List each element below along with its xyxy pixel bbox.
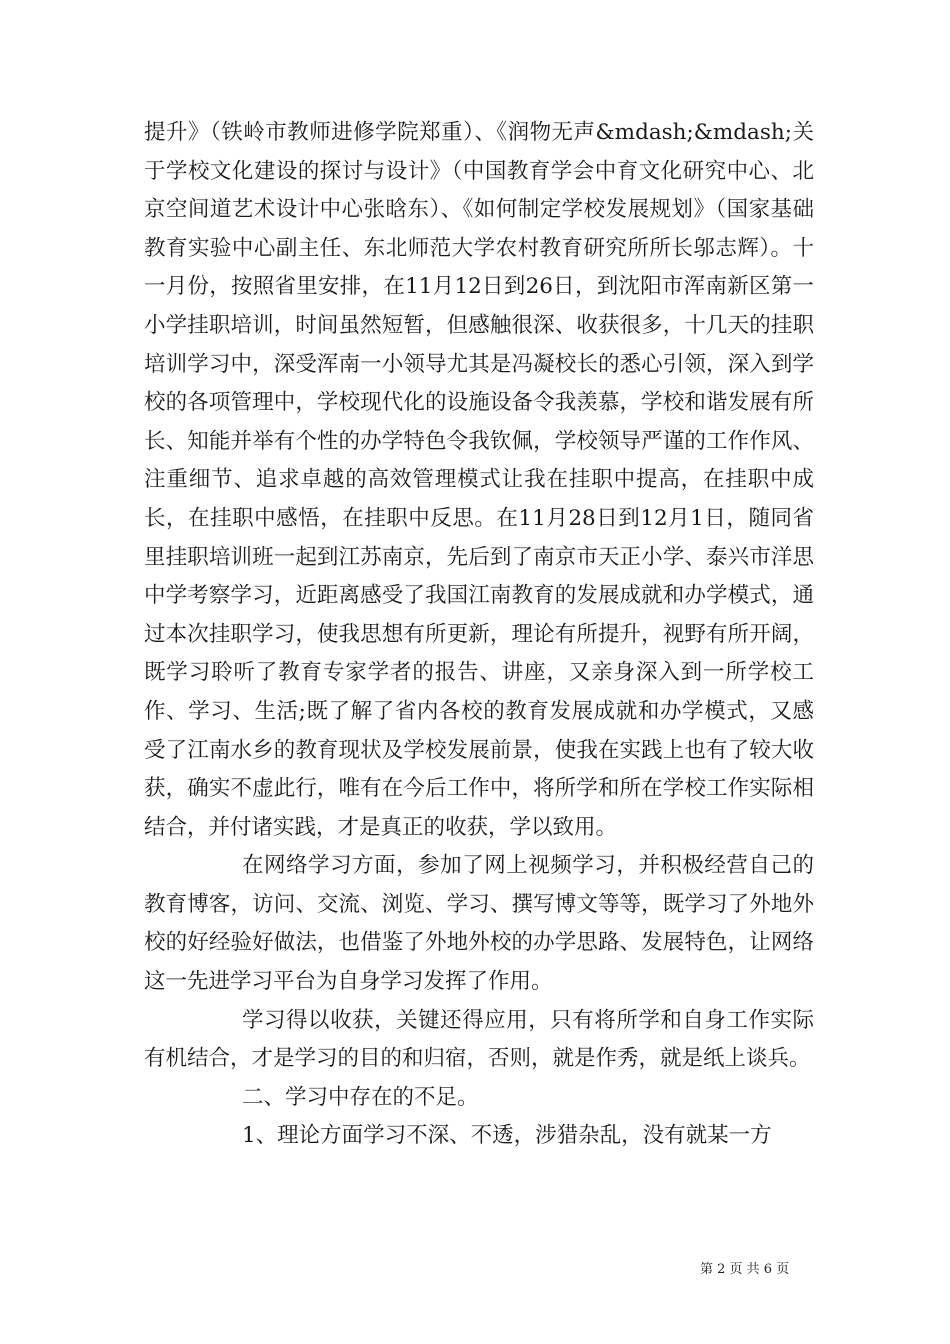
paragraph-theory-shortcoming: 1、理论方面学习不深、不透，涉猎杂乱，没有就某一方 [242, 1123, 772, 1149]
paragraph-application: 学习得以收获，关键还得应用，只有将所学和自身工作实际有机结合，才是学习的目的和归宿，否则，就是作秀，就是纸上谈兵。 [144, 1007, 814, 1072]
paragraph-online-learning: 在网络学习方面，参加了网上视频学习，并积极经营自己的教育博客，访问、交流、浏览、学习、撰写博文等等，既学习了外地外校的好经验好做法，也借鉴了外地外校的办学思路、发展特色，让网络这一先进学习平台为自身学习发挥了作用。 [144, 853, 814, 995]
body-text [144, 114, 814, 1156]
section-heading-shortcomings: 二、学习中存在的不足。 [242, 1084, 479, 1110]
paragraph-continued-training: 提升》（铁岭市教师进修学院郑重）、《润物无声&mdash;&mdash;关于学校文化建设的探讨与设计》（中国教育学会中育文化研究中心、北京空间道艺术设计中心张晗东）、《如何制定学校发展规划》（国家基础教育实验中心副主任、东北师范大学农村教育研究所所长邬志辉）。十一月份，按照省里安排，在11月12日到26日，到沈阳市浑南新区第一小学挂职培训，时间虽然短暂，但感触很深、收获很多，十几天的挂职培训学习中，深受浑南一小领导尤其是冯凝校长的悉心引领，深入到学校的各项管理中，学校现代化的设施设备令我羡慕，学校和谐发展有所长、知能并举有个性的办学特色令我钦佩，学校领导严谨的工作作风、注重细节、追求卓越的高效管理模式让我在挂职中提高，在挂职中成长，在挂职中感悟，在挂职中反思。在11月28日到12月1日，随同省里挂职培训班一起到江苏南京，先后到了南京市天正小学、泰兴市洋思中学考察学习，近距离感受了我国江南教育的发展成就和办学模式，通过本次挂职学习，使我思想有所更新，理论有所提升，视野有所开阔，既学习聆听了教育专家学者的报告、讲座，又亲身深入到一所学校工作、学习、生活;既了解了省内各校的教育发展成就和办学模式，又感受了江南水乡的教育现状及学校发展前景，使我在实践上也有了较大收获，确实不虚此行，唯有在今后工作中，将所学和所在学校工作实际相结合，并付诸实践，才是真正的收获，学以致用。 [144, 120, 814, 840]
page-number-footer: 第 2 页 共 6 页 [700, 1262, 790, 1277]
